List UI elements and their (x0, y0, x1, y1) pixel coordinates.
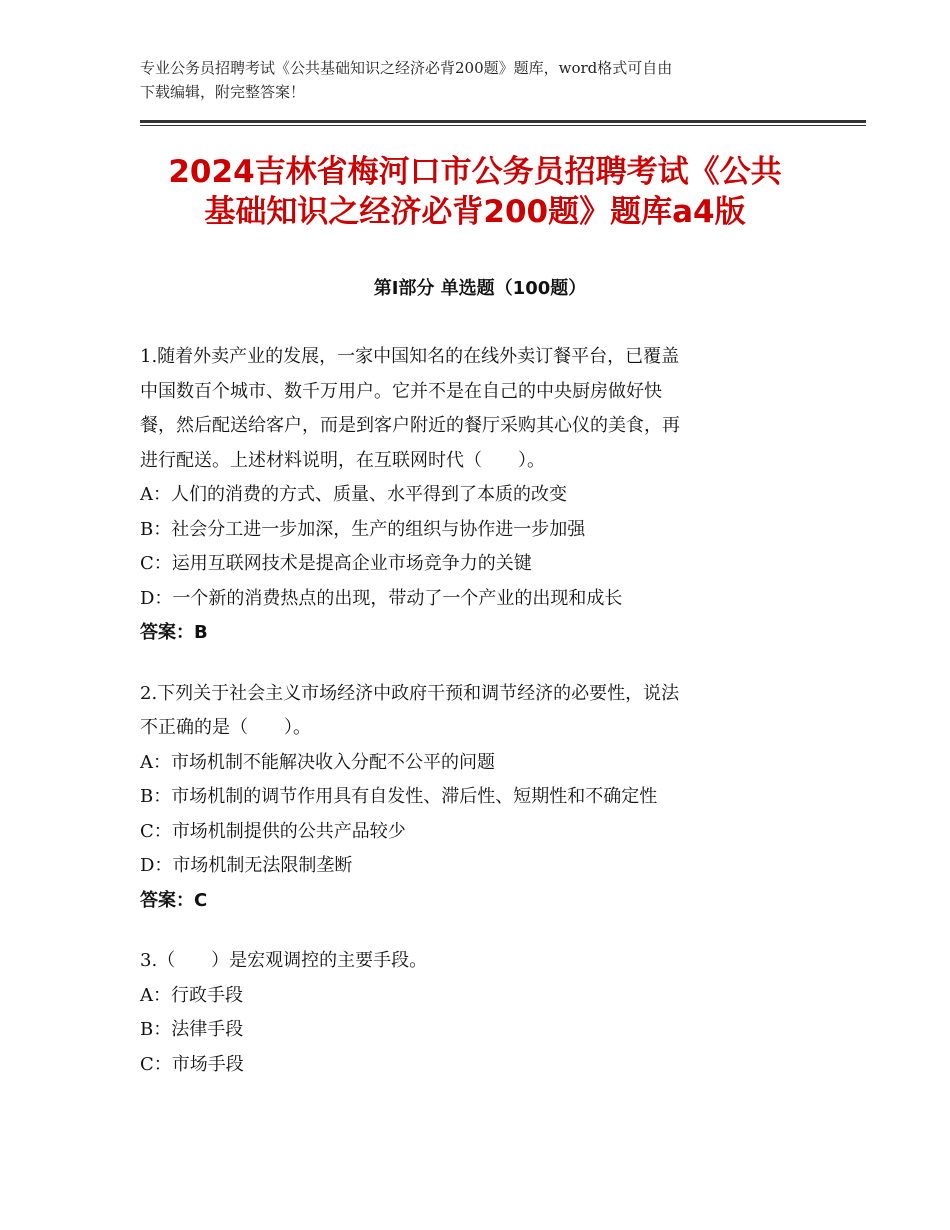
option-c: C：市场手段 (140, 1053, 244, 1075)
question-1 (140, 340, 820, 651)
option-b: B：法律手段 (140, 1019, 244, 1040)
header-rule-thick (140, 120, 866, 123)
option-b: B：市场机制的调节作用具有自发性、滞后性、短期性和不确定性 (140, 786, 658, 807)
option-a: A：人们的消费的方式、质量、水平得到了本质的改变 (140, 484, 567, 505)
option-d: D：一个新的消费热点的出现，带动了一个产业的出现和成长 (140, 587, 623, 609)
question-list (140, 340, 820, 1082)
answer: 答案：C (140, 889, 208, 911)
question-stem: 餐，然后配送给客户，而是到客户附近的餐厅采购其心仪的美食，再 (140, 415, 680, 436)
header-note (140, 56, 820, 104)
question-3 (140, 944, 820, 1082)
option-d: D：市场机制无法限制垄断 (140, 855, 353, 876)
question-stem: 不正确的是（ ）。 (140, 717, 311, 738)
option-b: B：社会分工进一步加深，生产的组织与协作进一步加强 (140, 518, 586, 540)
header-note-line: 下载编辑，附完整答案！ (140, 83, 306, 101)
section-title: 第Ⅰ部分 单选题（100题） (373, 278, 587, 299)
option-a: A：市场机制不能解决收入分配不公平的问题 (140, 751, 495, 773)
header-note-line: 专业公务员招聘考试《公共基础知识之经济必背200题》题库，word格式可自由 (140, 59, 673, 77)
option-c: C：运用互联网技术是提高企业市场竞争力的关键 (140, 553, 532, 574)
answer: 答案：B (140, 622, 208, 643)
document-title (120, 152, 830, 232)
document-title-line: 基础知识之经济必背200题》题库a4版 (204, 194, 746, 230)
document-title-line: 2024吉林省梅河口市公务员招聘考试《公共 (168, 154, 782, 190)
header-rule-thin (140, 125, 866, 126)
question-stem: 2.下列关于社会主义市场经济中政府干预和调节经济的必要性，说法 (140, 682, 680, 704)
question-stem: 中国数百个城市、数千万用户。它并不是在自己的中央厨房做好快 (140, 380, 662, 402)
option-a: A：行政手段 (140, 984, 243, 1006)
question-stem: 进行配送。上述材料说明，在互联网时代（ ）。 (140, 449, 545, 471)
question-2 (140, 677, 820, 919)
question-stem: 1.随着外卖产业的发展，一家中国知名的在线外卖订餐平台，已覆盖 (140, 346, 680, 367)
option-c: C：市场机制提供的公共产品较少 (140, 820, 406, 842)
question-stem: 3.（ ）是宏观调控的主要手段。 (140, 950, 428, 971)
